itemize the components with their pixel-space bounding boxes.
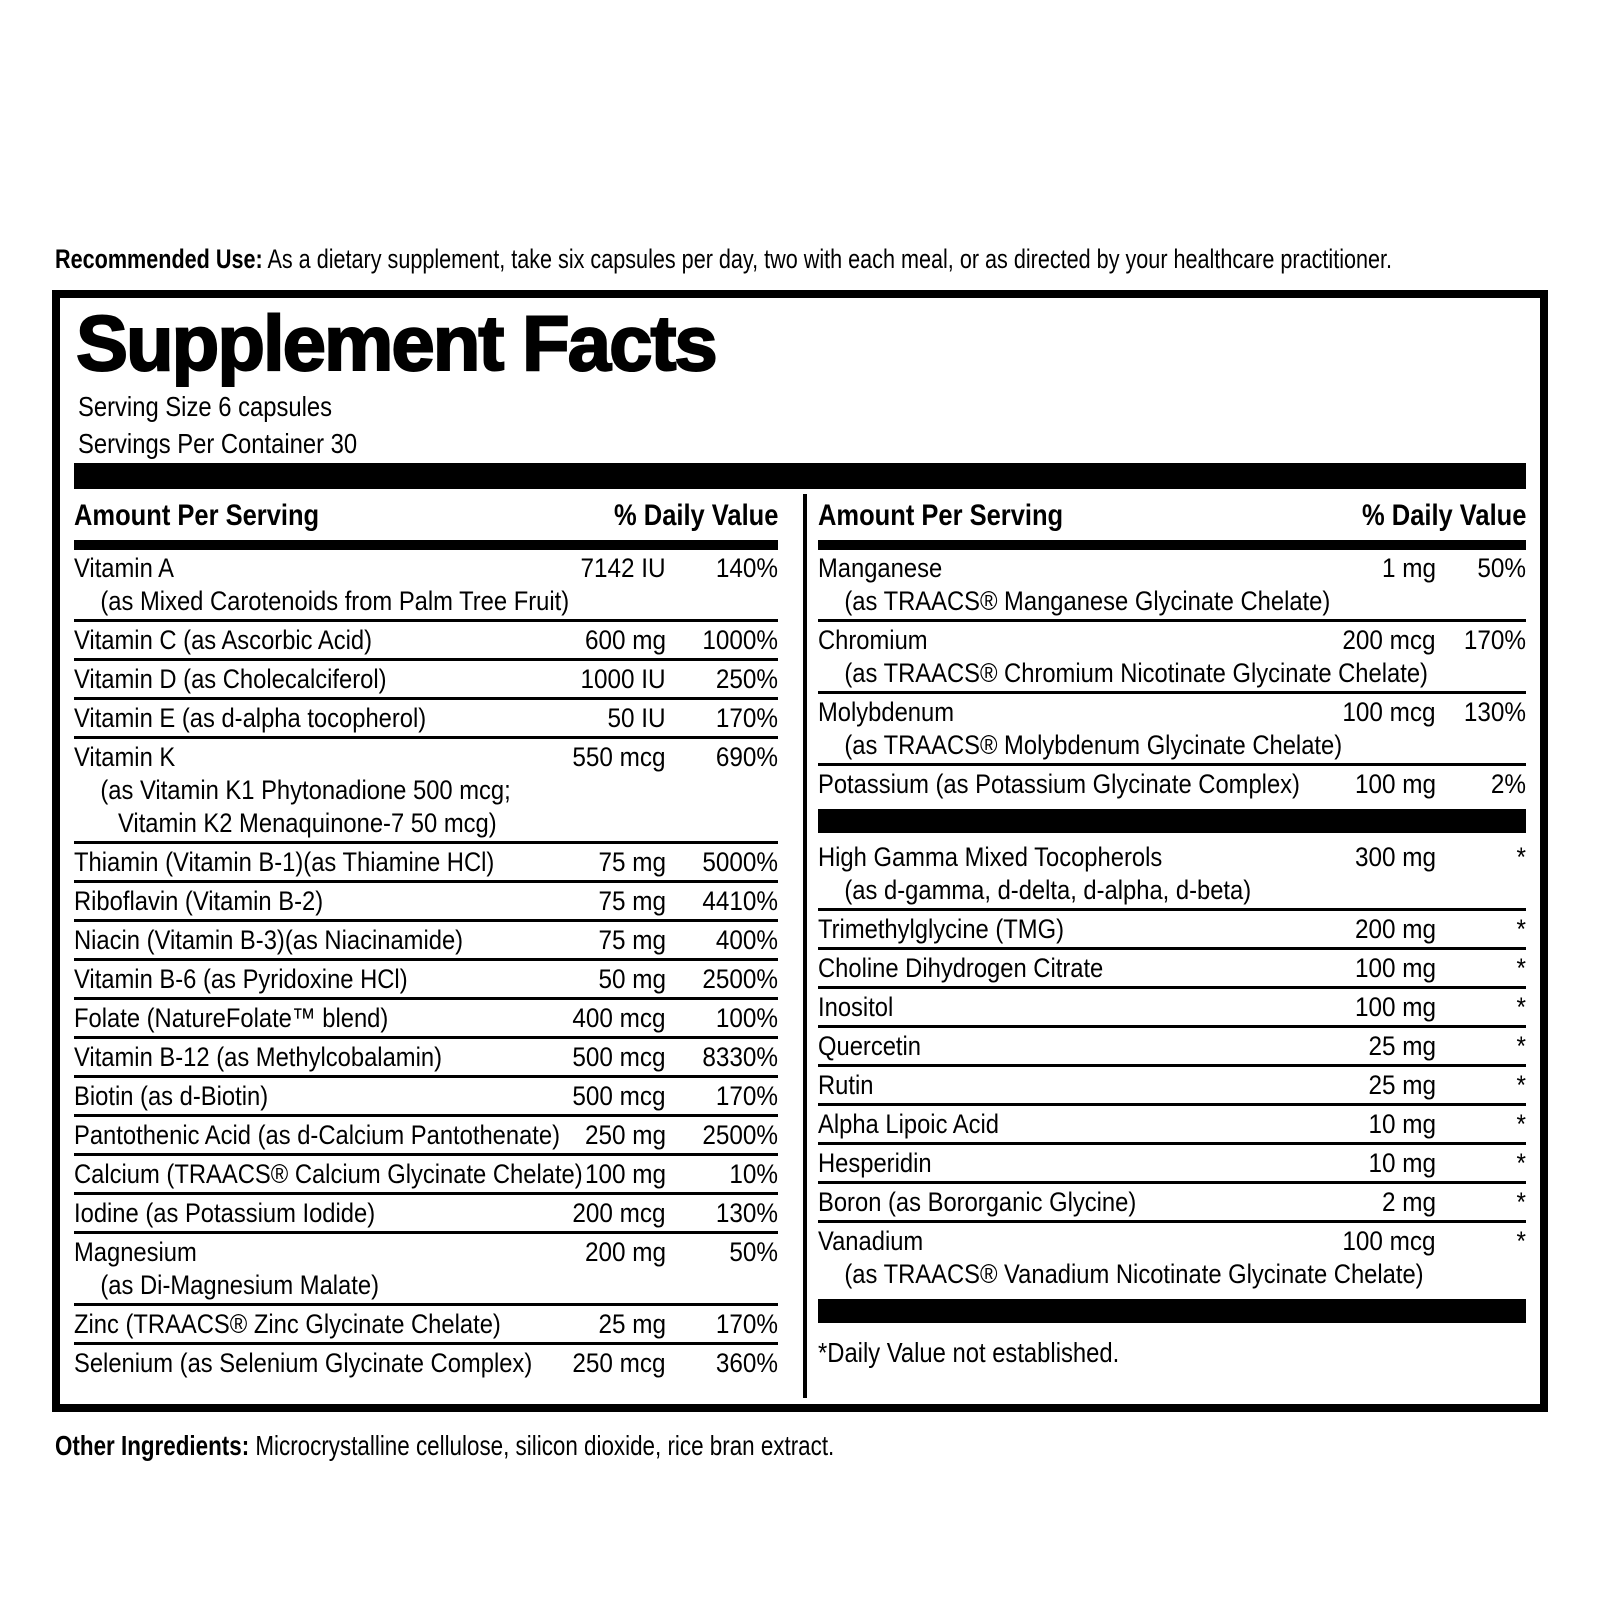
serving-size: Serving Size 6 capsules (78, 391, 333, 422)
nutrient-name: Riboflavin (Vitamin B-2) (74, 886, 324, 916)
nutrient-source: (as Mixed Carotenoids from Palm Tree Fruit) (100, 586, 570, 616)
nutrient-daily-value: * (1516, 1109, 1526, 1139)
nutrient-source: (as TRAACS® Molybdenum Glycinate Chelate) (844, 730, 1343, 760)
section-divider-bar (818, 1299, 1526, 1323)
nutrient-row (818, 550, 1526, 622)
nutrient-row-main (818, 1225, 1526, 1258)
right-column-header (818, 494, 1526, 540)
nutrient-row (818, 950, 1526, 989)
nutrient-source: (as d-gamma, d-delta, d-alpha, d-beta) (844, 875, 1252, 905)
nutrient-row-main (74, 702, 778, 735)
nutrient-name: Trimethylglycine (TMG) (818, 914, 1064, 944)
nutrient-name: Magnesium (74, 1237, 197, 1267)
nutrient-amount: 7142 IU (580, 553, 666, 583)
nutrient-row (818, 1106, 1526, 1145)
nutrient-name: Vitamin B-12 (as Methylcobalamin) (74, 1042, 442, 1072)
nutrient-row (74, 1078, 778, 1117)
nutrient-row-main (74, 924, 778, 957)
nutrient-row (818, 1223, 1526, 1292)
nutrient-daily-value: 130% (1463, 697, 1526, 727)
nutrient-amount: 200 mg (584, 1237, 666, 1267)
nutrient-daily-value: * (1516, 1187, 1526, 1217)
nutrient-row (818, 1145, 1526, 1184)
nutrient-row-main (74, 885, 778, 918)
nutrient-row (74, 1039, 778, 1078)
nutrient-row (818, 839, 1526, 911)
left-column-header (74, 494, 778, 540)
nutrient-row (74, 1345, 778, 1381)
nutrient-amount: 200 mcg (572, 1198, 666, 1228)
nutrient-daily-value: * (1516, 914, 1526, 944)
nutrient-name: Boron (as Bororganic Glycine) (818, 1187, 1137, 1217)
nutrient-row (818, 911, 1526, 950)
nutrient-row-main (74, 741, 778, 774)
nutrient-name: Thiamin (Vitamin B-1)(as Thiamine HCl) (74, 847, 495, 877)
nutrient-source: (as Vitamin K1 Phytonadione 500 mcg; (100, 775, 511, 805)
nutrient-daily-value: * (1516, 992, 1526, 1022)
nutrient-row-main (818, 991, 1526, 1024)
other-ingredients-label: Other Ingredients: (55, 1430, 250, 1461)
column-divider (803, 494, 807, 1398)
panel-title: Supplement Facts (76, 299, 716, 387)
nutrient-row (74, 550, 778, 622)
nutrient-daily-value: 170% (715, 1309, 778, 1339)
nutrient-daily-value: 140% (715, 553, 778, 583)
nutrient-name: Selenium (as Selenium Glycinate Complex) (74, 1348, 533, 1378)
nutrient-amount: 300 mg (1354, 842, 1436, 872)
recommended-use-label: Recommended Use: (55, 244, 263, 274)
nutrient-daily-value: 50% (729, 1237, 778, 1267)
nutrient-row-main (74, 1347, 778, 1380)
nutrient-daily-value: * (1516, 1031, 1526, 1061)
nutrient-daily-value: 4410% (702, 886, 778, 916)
nutrient-daily-value: 10% (729, 1159, 778, 1189)
nutrient-daily-value: * (1516, 1070, 1526, 1100)
nutrient-daily-value: * (1516, 953, 1526, 983)
nutrient-daily-value: 130% (715, 1198, 778, 1228)
nutrient-row (818, 1184, 1526, 1223)
right-column (818, 494, 1526, 1398)
nutrient-row (818, 1067, 1526, 1106)
nutrient-name: Quercetin (818, 1031, 922, 1061)
nutrient-row (818, 622, 1526, 694)
nutrient-columns (74, 494, 1526, 1398)
nutrient-amount: 2 mg (1381, 1187, 1436, 1217)
nutrient-name: Vitamin C (as Ascorbic Acid) (74, 625, 372, 655)
nutrient-row (74, 1195, 778, 1234)
nutrient-amount: 100 mg (1354, 953, 1436, 983)
nutrient-amount: 100 mcg (1342, 1226, 1436, 1256)
nutrient-row-main (818, 841, 1526, 874)
nutrient-name: Hesperidin (818, 1148, 932, 1178)
nutrient-name: Vitamin D (as Cholecalciferol) (74, 664, 387, 694)
nutrient-name: Alpha Lipoic Acid (818, 1109, 999, 1139)
nutrient-amount: 75 mg (598, 925, 666, 955)
nutrient-source: Vitamin K2 Menaquinone-7 50 mcg) (118, 808, 497, 838)
section-divider-bar (818, 809, 1526, 833)
nutrient-daily-value: 170% (715, 703, 778, 733)
nutrient-amount: 25 mg (1368, 1070, 1436, 1100)
nutrient-amount: 200 mcg (1342, 625, 1436, 655)
nutrient-row (74, 661, 778, 700)
nutrient-row-main (74, 663, 778, 696)
nutrient-row (74, 1117, 778, 1156)
amount-per-serving-header: Amount Per Serving (74, 499, 320, 532)
nutrient-amount: 600 mg (584, 625, 666, 655)
nutrient-name: Zinc (TRAACS® Zinc Glycinate Chelate) (74, 1309, 501, 1339)
nutrient-row-main (818, 624, 1526, 657)
nutrient-name: Choline Dihydrogen Citrate (818, 953, 1104, 983)
nutrient-row (74, 961, 778, 1000)
nutrient-name: Folate (NatureFolate™ blend) (74, 1003, 389, 1033)
nutrient-name: Chromium (818, 625, 928, 655)
nutrient-amount: 50 IU (607, 703, 666, 733)
nutrient-amount: 400 mcg (572, 1003, 666, 1033)
nutrient-row-main (818, 696, 1526, 729)
nutrient-row-main (818, 913, 1526, 946)
header-divider-bar (74, 540, 778, 550)
nutrient-name: Iodine (as Potassium Iodide) (74, 1198, 376, 1228)
nutrient-daily-value: * (1516, 1148, 1526, 1178)
nutrient-daily-value: 5000% (702, 847, 778, 877)
nutrient-row (74, 1000, 778, 1039)
right-column-rows (818, 550, 1526, 1369)
nutrient-amount: 250 mg (584, 1120, 666, 1150)
other-ingredients-text: Microcrystalline cellulose, silicon dioxide, rice bran extract. (255, 1430, 835, 1461)
daily-value-footnote: *Daily Value not established. (818, 1337, 1120, 1368)
nutrient-row-main (74, 1002, 778, 1035)
nutrient-row (74, 700, 778, 739)
nutrient-row-main (818, 1186, 1526, 1219)
nutrient-row-main (818, 1069, 1526, 1102)
nutrient-amount: 100 mcg (1342, 697, 1436, 727)
nutrient-amount: 25 mg (598, 1309, 666, 1339)
nutrient-amount: 1000 IU (580, 664, 666, 694)
nutrient-name: Vitamin E (as d-alpha tocopherol) (74, 703, 427, 733)
nutrient-row-main (74, 1236, 778, 1269)
nutrient-daily-value: 8330% (702, 1042, 778, 1072)
left-column (74, 494, 778, 1398)
nutrient-name: Vitamin B-6 (as Pyridoxine HCl) (74, 964, 408, 994)
nutrient-source: (as TRAACS® Vanadium Nicotinate Glycinate Chelate) (844, 1259, 1424, 1289)
nutrient-row-main (74, 1197, 778, 1230)
nutrient-amount: 250 mcg (572, 1348, 666, 1378)
nutrient-row (818, 1028, 1526, 1067)
nutrient-name: Niacin (Vitamin B-3)(as Niacinamide) (74, 925, 464, 955)
nutrient-daily-value: * (1516, 1226, 1526, 1256)
nutrient-source: (as Di-Magnesium Malate) (100, 1270, 380, 1300)
nutrient-amount: 75 mg (598, 886, 666, 916)
recommended-use (55, 244, 1392, 275)
nutrient-daily-value: 690% (715, 742, 778, 772)
nutrient-amount: 100 mg (1354, 992, 1436, 1022)
nutrient-amount: 100 mg (584, 1159, 666, 1189)
nutrient-row (74, 883, 778, 922)
nutrient-amount: 75 mg (598, 847, 666, 877)
nutrient-daily-value: 250% (715, 664, 778, 694)
recommended-use-text: As a dietary supplement, take six capsules per day, two with each meal, or as directed by your healthcare practitioner. (267, 244, 1393, 274)
nutrient-amount: 100 mg (1354, 769, 1436, 799)
nutrient-row (74, 922, 778, 961)
nutrient-daily-value: 2% (1490, 769, 1526, 799)
nutrient-row-main (74, 963, 778, 996)
nutrient-row (74, 739, 778, 844)
nutrient-row (74, 1234, 778, 1306)
nutrient-row-main (74, 1308, 778, 1341)
nutrient-name: Rutin (818, 1070, 874, 1100)
nutrient-name: Manganese (818, 553, 943, 583)
nutrient-daily-value: 1000% (702, 625, 778, 655)
nutrient-daily-value: 2500% (702, 1120, 778, 1150)
nutrient-row-main (818, 552, 1526, 585)
nutrient-daily-value: 2500% (702, 964, 778, 994)
nutrient-row-main (818, 1030, 1526, 1063)
serving-info (78, 388, 357, 462)
nutrient-daily-value: 360% (715, 1348, 778, 1378)
nutrient-row-main (74, 552, 778, 585)
nutrient-row-main (74, 624, 778, 657)
daily-value-header: % Daily Value (1361, 499, 1526, 532)
nutrient-daily-value: 170% (715, 1081, 778, 1111)
nutrient-source: (as TRAACS® Manganese Glycinate Chelate) (844, 586, 1331, 616)
nutrient-row-main (74, 846, 778, 879)
nutrient-amount: 10 mg (1368, 1148, 1436, 1178)
nutrient-row (74, 844, 778, 883)
header-divider-bar (818, 540, 1526, 550)
nutrient-row-main (818, 1147, 1526, 1180)
nutrient-name: High Gamma Mixed Tocopherols (818, 842, 1163, 872)
nutrient-name: Vitamin A (74, 553, 174, 583)
other-ingredients (55, 1430, 834, 1462)
nutrient-amount: 50 mg (598, 964, 666, 994)
nutrient-source: (as TRAACS® Chromium Nicotinate Glycinate Chelate) (844, 658, 1428, 688)
nutrient-row (74, 1306, 778, 1345)
nutrient-row (818, 694, 1526, 766)
nutrient-daily-value: 170% (1463, 625, 1526, 655)
nutrient-row (818, 989, 1526, 1028)
daily-value-header: % Daily Value (613, 499, 778, 532)
nutrient-name: Vanadium (818, 1226, 924, 1256)
nutrient-row (74, 1156, 778, 1195)
nutrient-row-main (74, 1080, 778, 1113)
nutrient-amount: 200 mg (1354, 914, 1436, 944)
nutrient-name: Pantothenic Acid (as d-Calcium Pantothenate) (74, 1120, 561, 1150)
nutrient-name: Inositol (818, 992, 894, 1022)
nutrient-amount: 500 mcg (572, 1081, 666, 1111)
nutrient-daily-value: 100% (715, 1003, 778, 1033)
nutrient-amount: 25 mg (1368, 1031, 1436, 1061)
nutrient-amount: 1 mg (1381, 553, 1436, 583)
nutrient-row (74, 622, 778, 661)
amount-per-serving-header: Amount Per Serving (818, 499, 1064, 532)
nutrient-row-main (818, 952, 1526, 985)
nutrient-amount: 500 mcg (572, 1042, 666, 1072)
nutrient-name: Molybdenum (818, 697, 955, 727)
nutrient-row-main (74, 1158, 778, 1191)
nutrient-daily-value: 50% (1477, 553, 1526, 583)
servings-per-container: Servings Per Container 30 (78, 428, 358, 459)
nutrient-daily-value: * (1516, 842, 1526, 872)
nutrient-name: Calcium (TRAACS® Calcium Glycinate Chelate) (74, 1159, 583, 1189)
nutrient-row-main (74, 1041, 778, 1074)
nutrient-name: Vitamin K (74, 742, 176, 772)
nutrient-row-main (818, 768, 1526, 801)
left-column-rows (74, 550, 778, 1381)
nutrient-name: Potassium (as Potassium Glycinate Complex) (818, 769, 1300, 799)
nutrient-row (818, 766, 1526, 802)
nutrient-daily-value: 400% (715, 925, 778, 955)
top-divider-bar (74, 463, 1526, 489)
nutrient-row-main (74, 1119, 778, 1152)
nutrient-name: Biotin (as d-Biotin) (74, 1081, 269, 1111)
nutrient-amount: 10 mg (1368, 1109, 1436, 1139)
supplement-facts-panel (52, 290, 1548, 1412)
nutrient-amount: 550 mcg (572, 742, 666, 772)
nutrient-row-main (818, 1108, 1526, 1141)
